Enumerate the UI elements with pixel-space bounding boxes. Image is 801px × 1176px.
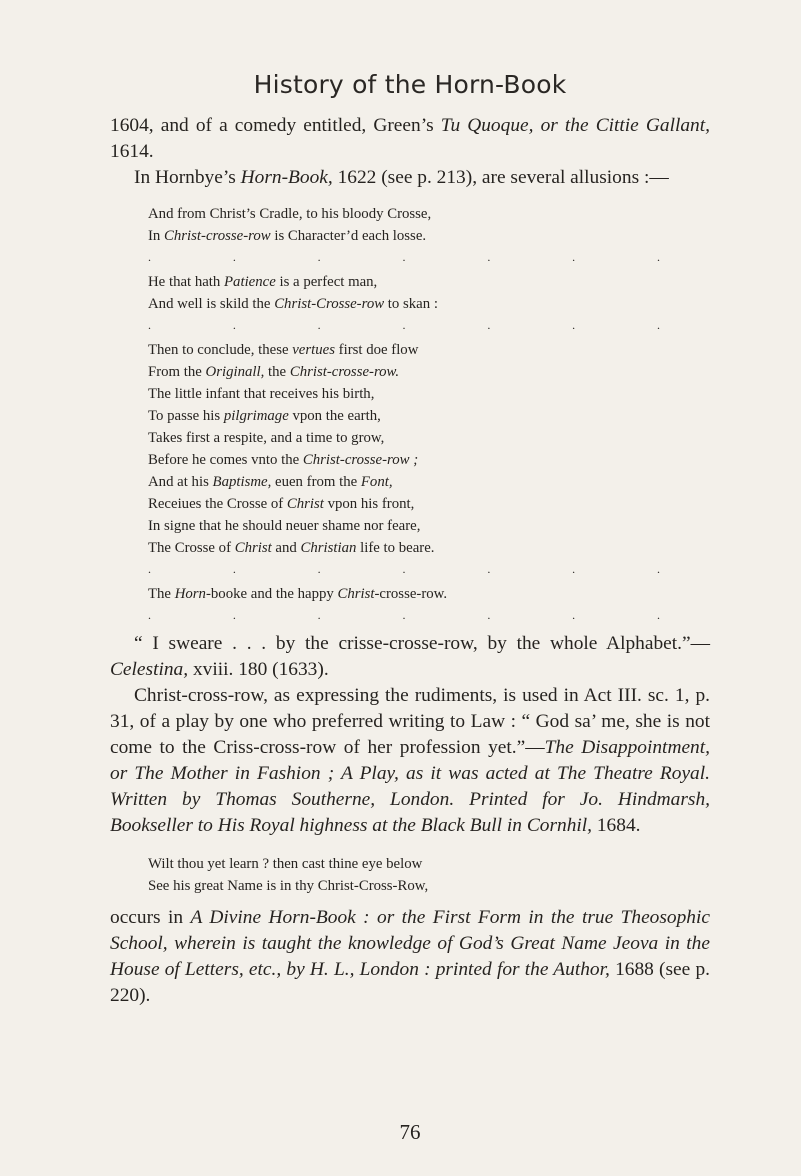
verse-line: The Crosse of Christ and Christian life to beare. [148, 540, 435, 556]
italic-title: Tu Quoque, or the Cittie Gallant, [440, 115, 710, 136]
page-number: 76 [399, 1120, 421, 1144]
verse-line: He that hath Patience is a perfect man, [148, 274, 378, 290]
verse-line: Before he comes vnto the Christ-crosse-row ; [148, 452, 419, 468]
verse-line: In Christ-crosse-row is Character’d each losse. [148, 228, 427, 244]
verse-line: In signe that he should neuer shame nor feare, [148, 518, 421, 534]
verse-line: Receiues the Crosse of Christ vpon his front, [148, 496, 415, 512]
paragraph-celestina: “ I sweare . . . by the crisse-crosse-row, by the whole Alphabet.”—Celestina, xviii. 180 (1633). [110, 633, 710, 680]
verse-line: And from Christ’s Cradle, to his bloody Crosse, [148, 206, 432, 222]
paragraph-christ-cross-row: Christ-cross-row, as expressing the rudiments, is used in Act III. sc. 1, p. 31, of a play by one who preferred writing to Law : “ God sa’ me, she is not come to the Criss-cross-row of her profession yet.”—The Disappointment, or The Mother in Fashion ; A Play, as it was acted at The Theatre Royal. Written by Thomas Southerne, London. Printed for Jo. Hindmarsh, Bookseller to His Royal highness at the Black Bull in Cornhil, 1684. [110, 685, 710, 836]
ellipsis-dots: . . . . . . . [148, 250, 660, 264]
text: 1614. [110, 141, 154, 162]
verse-quotation-divine [148, 853, 710, 897]
book-page [110, 70, 710, 1144]
paragraph-hornbye [110, 165, 710, 191]
ellipsis-dots: . . . . . . . [148, 608, 660, 622]
verse-line: To passe his pilgrimage vpon the earth, [148, 408, 381, 424]
verse-line: The little infant that receives his birth, [148, 386, 375, 402]
verse-line: Then to conclude, these vertues first doe flow [148, 342, 419, 358]
ellipsis-dots: . . . . . . . [148, 562, 660, 576]
verse-line: The Horn-booke and the happy Christ-crosse-row. [148, 586, 448, 602]
paragraph-divine-horn-book: occurs in A Divine Horn-Book : or the First Form in the true Theosophic School, wherein is taught the knowledge of God’s Great Name Jeova in the House of Letters, etc., by H. L., London : printed for the Author, 1688 (see p. 220). [110, 907, 710, 1006]
verse-line: From the Originall, the Christ-crosse-row. [148, 364, 400, 380]
verse-line: Takes first a respite, and a time to grow, [148, 430, 385, 446]
verse-line: And well is skild the Christ-Crosse-row to skan : [148, 296, 438, 312]
verse-line: And at his Baptisme, euen from the Font, [148, 474, 393, 490]
verse-line: Wilt thou yet learn ? then cast thine eye below [148, 856, 423, 872]
italic-title: Horn-Book, [240, 167, 333, 188]
ellipsis-dots: . . . . . . . [148, 318, 660, 332]
text: In Hornbye’s [134, 167, 241, 188]
paragraph-continuation [110, 113, 710, 165]
running-title: History of the Horn-Book [253, 70, 567, 99]
text: 1622 (see p. 213), are several allusions :— [332, 167, 669, 188]
verse-quotation [148, 203, 710, 623]
text: 1604, and of a comedy entitled, Green’s [110, 115, 441, 136]
verse-line: See his great Name is in thy Christ-Cross-Row, [148, 878, 429, 894]
